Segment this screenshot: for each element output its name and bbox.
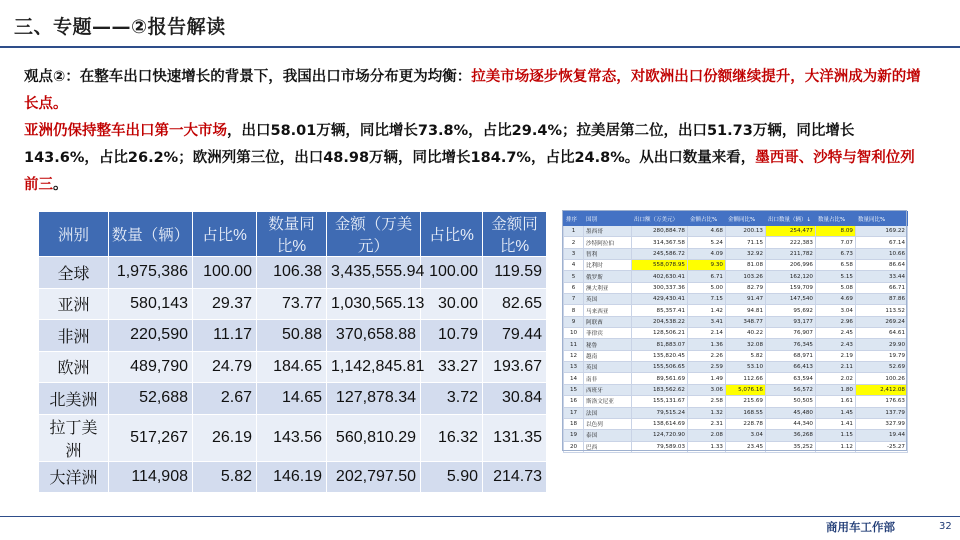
table-cell: 269.24 <box>856 316 908 327</box>
table-cell: 254,477 <box>766 226 816 237</box>
header-amount-yoy: 金额同比% <box>483 212 547 257</box>
table-cell: 36,268 <box>766 430 816 441</box>
table-cell: 35,252 <box>766 441 816 452</box>
table-cell: 50,505 <box>766 396 816 407</box>
table-cell: 215.69 <box>726 396 766 407</box>
table-row <box>564 226 908 237</box>
para-seg-1: 观点②：在整车出口快速增长的背景下，我国出口市场分布更为均衡： <box>24 69 472 85</box>
table-cell: 135,820.45 <box>632 350 688 361</box>
table-cell: 2 <box>564 237 584 248</box>
para-seg-2: 拉美市场逐步恢复常态，对欧洲出口份额继续提升，大洋洲成为新的增长点。 <box>24 69 921 112</box>
table-cell: 68,971 <box>766 350 816 361</box>
table-cell: 517,267 <box>109 414 193 461</box>
country-name-cell: 斯洛文尼亚 <box>584 396 632 407</box>
table-cell: 3,435,555.94 <box>327 257 421 289</box>
table-row <box>564 373 908 384</box>
table-cell: 2.08 <box>688 430 726 441</box>
country-name-cell: 阿联酋 <box>584 316 632 327</box>
table-row <box>564 248 908 259</box>
table-cell: 12 <box>564 350 584 361</box>
table-cell: 5.00 <box>688 282 726 293</box>
table-cell: 91.47 <box>726 294 766 305</box>
para-seg-3: 亚洲仍保持整车出口第一大市场 <box>24 123 227 139</box>
table-cell: 2,412.08 <box>856 384 908 395</box>
table-cell: 13 <box>564 362 584 373</box>
table-cell: 30.84 <box>483 383 547 415</box>
table-cell: 8 <box>564 305 584 316</box>
table-cell: 9.30 <box>688 260 726 271</box>
table-cell: 184.65 <box>257 351 327 383</box>
table-cell: 45,480 <box>766 407 816 418</box>
table-cell: 8.09 <box>816 226 856 237</box>
table-cell: 87.86 <box>856 294 908 305</box>
table-cell: -25.27 <box>856 441 908 452</box>
header-amount-share: 金额占比% <box>688 212 726 226</box>
table-cell: 155,131.67 <box>632 396 688 407</box>
table-row <box>39 288 547 320</box>
table-cell: 183,562.62 <box>632 384 688 395</box>
footer-department: 商用车工作部 <box>826 520 895 534</box>
para-seg-6: 。 <box>53 177 68 193</box>
table-cell: 32.92 <box>726 248 766 259</box>
table-cell: 169.22 <box>856 226 908 237</box>
continent-export-table <box>38 211 547 493</box>
table-cell: 176.63 <box>856 396 908 407</box>
table-cell: 2.26 <box>688 350 726 361</box>
table-cell: 14 <box>564 373 584 384</box>
table-cell: 5.15 <box>816 271 856 282</box>
table-cell: 193.67 <box>483 351 547 383</box>
table-cell: 4.09 <box>688 248 726 259</box>
table-row <box>564 316 908 327</box>
header-amount-share: 占比% <box>421 212 483 257</box>
table-cell: 66.71 <box>856 282 908 293</box>
country-name-cell: 南非 <box>584 373 632 384</box>
table-cell: 1.12 <box>816 441 856 452</box>
table-cell: 40.22 <box>726 328 766 339</box>
header-amount: 金额（万美元） <box>327 212 421 257</box>
table-cell: 10 <box>564 328 584 339</box>
table-cell: 200.13 <box>726 226 766 237</box>
country-export-table <box>563 211 908 453</box>
table-row <box>39 351 547 383</box>
table-cell: 168.55 <box>726 407 766 418</box>
table-cell: 560,810.29 <box>327 414 421 461</box>
table-cell: 3.04 <box>726 430 766 441</box>
table-cell: 1,142,845.81 <box>327 351 421 383</box>
table-cell: 2.96 <box>816 316 856 327</box>
table-cell: 15 <box>564 384 584 395</box>
table-cell: 280,884.78 <box>632 226 688 237</box>
table-cell: 370,658.88 <box>327 320 421 352</box>
title-divider <box>0 46 960 48</box>
table-row <box>39 320 547 352</box>
table-cell: 4.68 <box>688 226 726 237</box>
table-cell: 112.66 <box>726 373 766 384</box>
country-name-cell: 西班牙 <box>584 384 632 395</box>
table-cell: 1.61 <box>816 396 856 407</box>
header-continent: 洲别 <box>39 212 109 257</box>
footer-rule <box>0 516 960 517</box>
table-cell: 16.32 <box>421 414 483 461</box>
table-cell: 314,367.58 <box>632 237 688 248</box>
continent-name-cell: 拉丁美洲 <box>39 414 109 461</box>
table-cell: 143.56 <box>257 414 327 461</box>
table-cell: 127,878.34 <box>327 383 421 415</box>
table-cell: 147,540 <box>766 294 816 305</box>
table-cell: 6.71 <box>688 271 726 282</box>
table-row <box>564 237 908 248</box>
table-cell: 50.88 <box>257 320 327 352</box>
table-row <box>564 384 908 395</box>
table-row <box>39 414 547 461</box>
table-cell: 5.82 <box>726 350 766 361</box>
table-cell: 5,076.16 <box>726 384 766 395</box>
table-cell: 29.90 <box>856 339 908 350</box>
table-cell: 6.58 <box>816 260 856 271</box>
table-cell: 2.14 <box>688 328 726 339</box>
header-quantity-yoy: 数量同比% <box>257 212 327 257</box>
table-cell: 103.26 <box>726 271 766 282</box>
table-cell: 7.15 <box>688 294 726 305</box>
table-cell: 5.82 <box>193 461 257 493</box>
table-cell: 20 <box>564 441 584 452</box>
table-cell: 1.41 <box>816 418 856 429</box>
table-cell: 1.49 <box>688 373 726 384</box>
header-export-amount: 出口额（万美元） <box>632 212 688 226</box>
table-row <box>564 294 908 305</box>
table-cell: 1.15 <box>816 430 856 441</box>
continent-name-cell: 非洲 <box>39 320 109 352</box>
table-cell: 5.90 <box>421 461 483 493</box>
para-seg-4: ，出口58.01万辆，同比增长73.8%，占比29.4%；拉美居第二位，出口51.73万辆，同比增长143.6%，占比26.2%；欧洲列第三位，出口48.98万辆，同比增长184.7%，占比24.8%。从出口数量来看， <box>24 123 855 166</box>
continent-name-cell: 大洋洲 <box>39 461 109 493</box>
table-cell: 66,413 <box>766 362 816 373</box>
table-cell: 44,340 <box>766 418 816 429</box>
table-cell: 2.02 <box>816 373 856 384</box>
continent-name-cell: 欧洲 <box>39 351 109 383</box>
table-cell: 23.45 <box>726 441 766 452</box>
table-cell: 489,790 <box>109 351 193 383</box>
table-cell: 138,614.69 <box>632 418 688 429</box>
table-cell: 18 <box>564 418 584 429</box>
country-name-cell: 菲律宾 <box>584 328 632 339</box>
table-row <box>564 271 908 282</box>
table-cell: 2.58 <box>688 396 726 407</box>
table-cell: 131.35 <box>483 414 547 461</box>
table-cell: 19.44 <box>856 430 908 441</box>
table-cell: 81.08 <box>726 260 766 271</box>
table-cell: 100.00 <box>421 257 483 289</box>
table-cell: 3.04 <box>816 305 856 316</box>
table-cell: 204,538.22 <box>632 316 688 327</box>
country-name-cell: 智利 <box>584 248 632 259</box>
table-cell: 348.77 <box>726 316 766 327</box>
table-cell: 82.79 <box>726 282 766 293</box>
table-cell: 7 <box>564 294 584 305</box>
table-cell: 159,709 <box>766 282 816 293</box>
table-cell: 16 <box>564 396 584 407</box>
table-cell: 1,975,386 <box>109 257 193 289</box>
country-name-cell: 泰国 <box>584 430 632 441</box>
table-cell: 5.08 <box>816 282 856 293</box>
continent-table-header-row <box>39 212 547 257</box>
table-cell: 73.77 <box>257 288 327 320</box>
table-cell: 1,030,565.13 <box>327 288 421 320</box>
table-cell: 85,357.41 <box>632 305 688 316</box>
table-cell: 228.78 <box>726 418 766 429</box>
table-cell: 2.11 <box>816 362 856 373</box>
header-quantity-share: 占比% <box>193 212 257 257</box>
table-cell: 11.17 <box>193 320 257 352</box>
country-name-cell: 英国 <box>584 362 632 373</box>
country-name-cell: 俄罗斯 <box>584 271 632 282</box>
table-row <box>564 396 908 407</box>
table-cell: 3.06 <box>688 384 726 395</box>
table-cell: 76,907 <box>766 328 816 339</box>
table-cell: 220,590 <box>109 320 193 352</box>
table-cell: 29.37 <box>193 288 257 320</box>
table-cell: 300,337.36 <box>632 282 688 293</box>
table-row <box>39 461 547 493</box>
table-cell: 211,782 <box>766 248 816 259</box>
table-cell: 100.00 <box>193 257 257 289</box>
table-cell: 162,120 <box>766 271 816 282</box>
header-country: 国别 <box>584 212 632 226</box>
table-cell: 4.69 <box>816 294 856 305</box>
table-cell: 206,996 <box>766 260 816 271</box>
continent-name-cell: 全球 <box>39 257 109 289</box>
table-cell: 82.65 <box>483 288 547 320</box>
table-cell: 429,430.41 <box>632 294 688 305</box>
table-cell: 1.45 <box>816 407 856 418</box>
table-row <box>564 260 908 271</box>
table-cell: 558,078.95 <box>632 260 688 271</box>
table-cell: 63,594 <box>766 373 816 384</box>
table-cell: 3.41 <box>688 316 726 327</box>
table-cell: 5.24 <box>688 237 726 248</box>
table-cell: 2.45 <box>816 328 856 339</box>
table-cell: 67.14 <box>856 237 908 248</box>
table-cell: 114,908 <box>109 461 193 493</box>
table-cell: 3 <box>564 248 584 259</box>
table-row <box>39 383 547 415</box>
table-cell: 24.79 <box>193 351 257 383</box>
table-cell: 32.08 <box>726 339 766 350</box>
country-name-cell: 澳大利亚 <box>584 282 632 293</box>
table-cell: 2.31 <box>688 418 726 429</box>
table-cell: 222,383 <box>766 237 816 248</box>
table-cell: 79,515.24 <box>632 407 688 418</box>
table-row <box>564 430 908 441</box>
table-cell: 26.19 <box>193 414 257 461</box>
table-cell: 128,506.21 <box>632 328 688 339</box>
continent-name-cell: 亚洲 <box>39 288 109 320</box>
table-cell: 137.79 <box>856 407 908 418</box>
table-cell: 2.43 <box>816 339 856 350</box>
table-cell: 106.38 <box>257 257 327 289</box>
table-cell: 17 <box>564 407 584 418</box>
table-cell: 94.81 <box>726 305 766 316</box>
table-cell: 71.15 <box>726 237 766 248</box>
table-cell: 10.79 <box>421 320 483 352</box>
table-row <box>564 407 908 418</box>
country-table-header-row <box>564 212 908 226</box>
table-cell: 146.19 <box>257 461 327 493</box>
table-cell: 119.59 <box>483 257 547 289</box>
table-row <box>564 441 908 452</box>
table-cell: 52,688 <box>109 383 193 415</box>
table-row <box>564 328 908 339</box>
table-row <box>564 339 908 350</box>
table-cell: 5 <box>564 271 584 282</box>
table-cell: 33.27 <box>421 351 483 383</box>
table-cell: 202,797.50 <box>327 461 421 493</box>
country-name-cell: 法国 <box>584 407 632 418</box>
table-cell: 7.07 <box>816 237 856 248</box>
header-quantity-yoy: 数量同比% <box>856 212 908 226</box>
table-cell: 33.44 <box>856 271 908 282</box>
continent-name-cell: 北美洲 <box>39 383 109 415</box>
country-name-cell: 以色列 <box>584 418 632 429</box>
table-cell: 86.64 <box>856 260 908 271</box>
country-name-cell: 英国 <box>584 294 632 305</box>
table-row <box>564 418 908 429</box>
table-row <box>564 350 908 361</box>
table-cell: 56,572 <box>766 384 816 395</box>
header-quantity-share: 数量占比% <box>816 212 856 226</box>
table-cell: 155,506.65 <box>632 362 688 373</box>
table-cell: 327.99 <box>856 418 908 429</box>
slide-title: 三、专题——②报告解读 <box>14 16 226 38</box>
table-cell: 14.65 <box>257 383 327 415</box>
table-cell: 19.79 <box>856 350 908 361</box>
table-cell: 245,586.72 <box>632 248 688 259</box>
country-name-cell: 墨西哥 <box>584 226 632 237</box>
table-row <box>564 282 908 293</box>
table-cell: 580,143 <box>109 288 193 320</box>
table-cell: 1.42 <box>688 305 726 316</box>
table-cell: 89,561.69 <box>632 373 688 384</box>
table-row <box>39 257 547 289</box>
country-name-cell: 秘鲁 <box>584 339 632 350</box>
table-cell: 76,345 <box>766 339 816 350</box>
table-row <box>564 305 908 316</box>
table-row <box>564 362 908 373</box>
table-cell: 6 <box>564 282 584 293</box>
country-name-cell: 比利时 <box>584 260 632 271</box>
header-rank: 排序 <box>564 212 584 226</box>
table-cell: 10.66 <box>856 248 908 259</box>
country-name-cell: 马来西亚 <box>584 305 632 316</box>
table-cell: 52.69 <box>856 362 908 373</box>
table-cell: 1 <box>564 226 584 237</box>
table-cell: 79,589.03 <box>632 441 688 452</box>
table-cell: 53.10 <box>726 362 766 373</box>
table-cell: 1.32 <box>688 407 726 418</box>
table-cell: 113.52 <box>856 305 908 316</box>
table-cell: 81,883.07 <box>632 339 688 350</box>
table-cell: 64.61 <box>856 328 908 339</box>
table-cell: 95,692 <box>766 305 816 316</box>
table-cell: 402,630.41 <box>632 271 688 282</box>
page-number: 32 <box>939 521 952 532</box>
table-cell: 1.33 <box>688 441 726 452</box>
table-cell: 79.44 <box>483 320 547 352</box>
table-cell: 30.00 <box>421 288 483 320</box>
table-cell: 2.19 <box>816 350 856 361</box>
table-cell: 4 <box>564 260 584 271</box>
header-amount-yoy: 金额同比% <box>726 212 766 226</box>
header-quantity: 数量（辆） <box>109 212 193 257</box>
table-cell: 1.80 <box>816 384 856 395</box>
table-cell: 11 <box>564 339 584 350</box>
country-name-cell: 巴西 <box>584 441 632 452</box>
table-cell: 214.73 <box>483 461 547 493</box>
table-cell: 1.36 <box>688 339 726 350</box>
table-cell: 2.59 <box>688 362 726 373</box>
table-cell: 124,720.90 <box>632 430 688 441</box>
viewpoint-paragraph <box>24 64 929 199</box>
table-cell: 100.26 <box>856 373 908 384</box>
table-cell: 93,177 <box>766 316 816 327</box>
table-cell: 2.67 <box>193 383 257 415</box>
para-seg-5: 墨西哥、沙特与智利位列前三 <box>24 150 915 193</box>
table-cell: 9 <box>564 316 584 327</box>
table-cell: 3.72 <box>421 383 483 415</box>
header-export-quantity: 出口数量（辆）↓ <box>766 212 816 226</box>
table-cell: 19 <box>564 430 584 441</box>
country-name-cell: 沙特阿拉伯 <box>584 237 632 248</box>
country-name-cell: 越南 <box>584 350 632 361</box>
table-cell: 6.73 <box>816 248 856 259</box>
